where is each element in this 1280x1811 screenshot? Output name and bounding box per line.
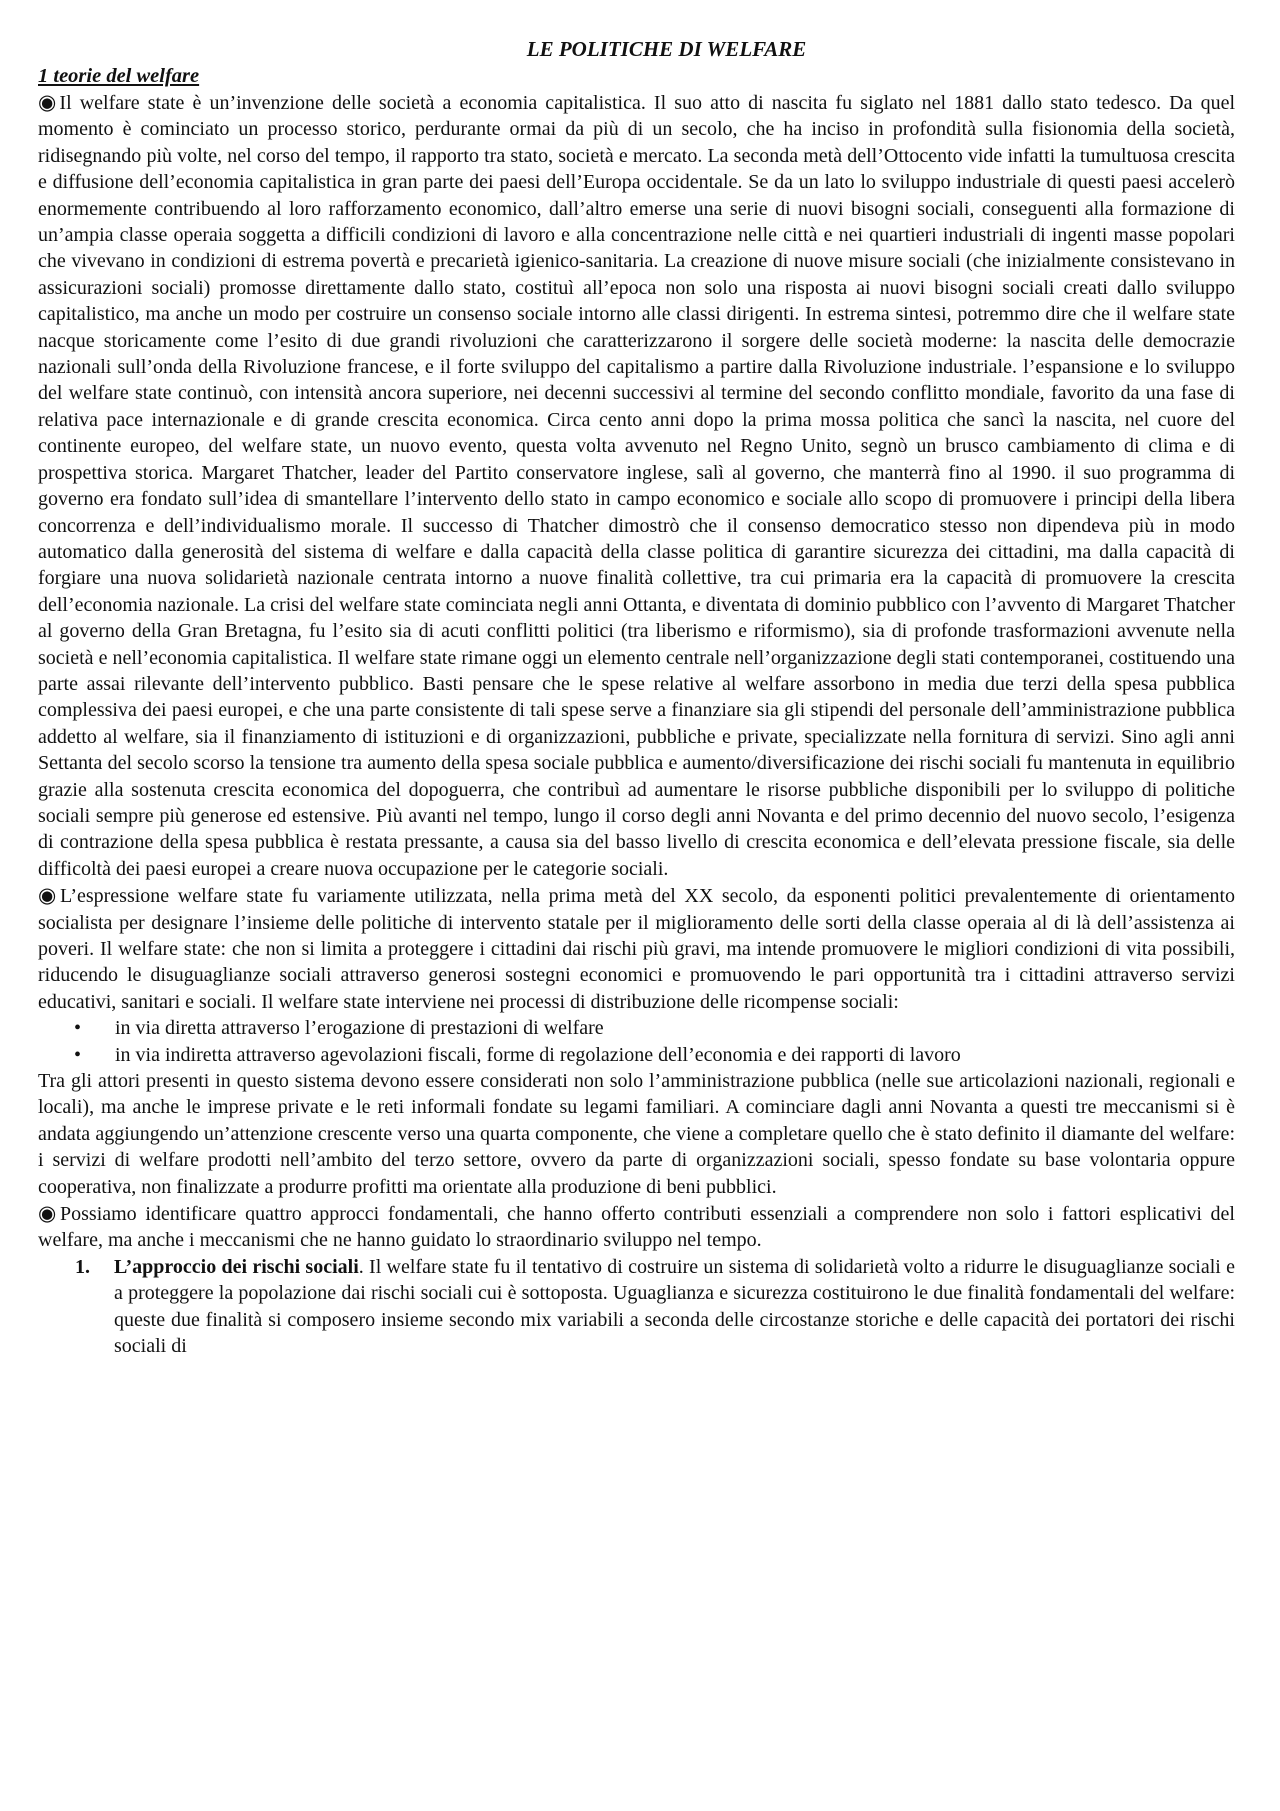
section-heading: 1 teorie del welfare [38,65,200,87]
document-page [38,36,1235,1360]
list-item [38,1042,1235,1068]
radio-bullet-icon: ◉ [38,1201,60,1226]
paragraph-1 [38,89,1235,882]
approach-number: 1. [75,1255,90,1278]
bullet-dot-icon: • [74,1017,82,1040]
list-item-text: in via diretta attraverso l’erogazione di prestazioni di welfare [115,1017,604,1040]
approach-text: . Il welfare state fu il tentativo di costruire un sistema di solidarietà volto a ridurre le disuguaglianze sociali e a proteggere la popolazione dai rischi sociali cui è sottoposta. Uguaglianza e sicurezza costituirono le due finalità fondamentali del welfare: queste due finalità si composero insieme secondo mix variabili a seconda delle circostanze storiche e delle capacità dei portatori dei rischi sociali di [114,1255,1235,1358]
paragraph-3: Tra gli attori presenti in questo sistema devono essere considerati non solo l’amministrazione pubblica (nelle sue articolazioni nazionali, regionali e locali), ma anche le imprese private e le reti informali fondate su legami familiari. A cominciare dagli anni Novanta a questi tre meccanismi si è andata aggiungendo un’attenzione crescente verso una quarta componente, che viene a completare quello che è stato definito il diamante del welfare: i servizi di welfare prodotti nell’ambito del terzo settore, ovvero da parte di organizzazioni sociali, spesso fondate su base volontaria oppure cooperativa, non finalizzate a produrre profitti ma orientate alla produzione di beni pubblici. [38,1070,1235,1198]
paragraph-4 [38,1200,1235,1254]
list-item-text: in via indiretta attraverso agevolazioni fiscali, forme di regolazione dell’economia e dei rapporti di lavoro [115,1043,961,1066]
approach-item [38,1254,1235,1360]
paragraph-2 [38,882,1235,1015]
distribution-list [38,1015,1235,1068]
paragraph-1-text: Il welfare state è un’invenzione delle società a economia capitalistica. Il suo atto di nascita fu siglato nel 1881 dallo stato tedesco. Da quel momento è cominciato un processo storico, perdurante ormai da più di un secolo, che ha inciso in profondità sulla fisionomia della società, ridisegnando più volte, nel corso del tempo, il rapporto tra stato, società e mercato. La seconda metà dell’Ottocento vide infatti la tumultuosa crescita e diffusione dell’economia capitalistica in gran parte dei paesi dell’Europa occidentale. Se da un lato lo sviluppo industriale di questi paesi accelerò enormemente contribuendo al loro rafforzamento economico, dall’altro emerse una serie di nuovi bisogni sociali, conseguenti alla formazione di un’ampia classe operaia soggetta a difficili condizioni di lavoro e alla concentrazione nelle città e nei quartieri industriali di ingenti masse popolari che vivevano in condizioni di estrema povertà e precarietà igienico-sanitaria. La creazione di nuove misure sociali (che inizialmente consistevano in assicurazioni sociali) promosse direttamente dallo stato, costituì all’epoca non solo una risposta ai nuovi bisogni sociali creati dallo sviluppo capitalistico, ma anche un modo per costruire un consenso sociale intorno alle classi dirigenti. In estrema sintesi, potremmo dire che il welfare state nacque storicamente come l’esito di due grandi rivoluzioni che caratterizzarono il sorgere delle società moderne: la nascita delle democrazie nazionali sull’onda della Rivoluzione francese, e il forte sviluppo del capitalismo a partire dalla Rivoluzione industriale. l’espansione e lo sviluppo del welfare state continuò, con intensità ancora superiore, nei decenni successivi al termine del secondo conflitto mondiale, favorito da una fase di relativa pace internazionale e di grande crescita economica. Circa cento anni dopo la prima mossa politica che sancì la nascita, nel cuore del continente europeo, del welfare state, un nuovo evento, questa volta avvenuto nel Regno Unito, segnò un brusco cambiamento di clima e di prospettiva storica. Margaret Thatcher, leader del Partito conservatore inglese, salì al governo, che manterrà fino al 1990. il suo programma di governo era fondato sull’idea di smantellare l’intervento dello stato in campo economico e sociale allo scopo di promuovere i principi della libera concorrenza e dell’individualismo morale. Il successo di Thatcher dimostrò che il consenso democratico stesso non dipendeva più in modo automatico dalla generosità del sistema di welfare e dalla capacità della classe politica di garantire sicurezza dei cittadini, ma dalla capacità di forgiare una nuova solidarietà nazionale centrata intorno a nuove finalità collettive, tra cui primaria era la capacità di promuovere la crescita dell’economia nazionale. La crisi del welfare state cominciata negli anni Ottanta, e diventata di dominio pubblico con l’avvento di Margaret Thatcher al governo della Gran Bretagna, fu l’esito sia di acuti conflitti politici (tra liberismo e riformismo), sia di profonde trasformazioni avvenute nella società e nell’economia capitalistica. Il welfare state rimane oggi un elemento centrale nell’organizzazione degli stati contemporanei, costituendo una parte assai rilevante dell’intervento pubblico. Basti pensare che le spese relative al welfare assorbono in media due terzi della spesa pubblica complessiva dei paesi europei, e che una parte consistente di tali spese serve a finanziare sia gli stipendi del personale dell’amministrazione pubblica addetto al welfare, sia il finanziamento di istituzioni e di organizzazioni, pubbliche e private, specializzate nella fornitura di servizi. Sino agli anni Settanta del secolo scorso la tensione tra aumento della spesa sociale pubblica e aumento/diversificazione dei rischi sociali fu mantenuta in equilibrio grazie alla sostenuta crescita economica del dopoguerra, che contribuì ad aumentare le risorse pubbliche disponibili per lo sviluppo di politiche sociali sempre più generose ed estensive. Più avanti nel tempo, lungo il corso degli anni Novanta e del primo decennio del nuovo secolo, l’esigenza di contrazione della spesa pubblica è restata pressante, a causa sia del basso livello di crescita economica e dell’elevata pressione fiscale, sia delle difficoltà dei paesi europei a creare nuova occupazione per le categorie sociali. [38,92,1236,880]
paragraph-4-text: Possiamo identificare quattro approcci fondamentali, che hanno offerto contributi essenziali a comprendere non solo i fattori esplicativi del welfare, ma anche i meccanismi che ne hanno guidato lo straordinario sviluppo nel tempo. [38,1203,1235,1252]
paragraph-2-text: L’espressione welfare state fu variamente utilizzata, nella prima metà del XX secolo, da esponenti politici prevalentemente di orientamento socialista per designare l’insieme delle politiche di intervento statale per il miglioramento delle sorti della classe operaia al di là dell’assistenza ai poveri. Il welfare state: che non si limita a proteggere i cittadini dai rischi più gravi, ma intende promuovere le migliori condizioni di vita possibili, riducendo le disuguaglianze sociali attraverso generosi sostegni economici e promuovendo le pari opportunità tra i cittadini attraverso servizi educativi, sanitari e sociali. Il welfare state interviene nei processi di distribuzione delle ricompense sociali: [38,885,1236,1013]
bullet-dot-icon: • [74,1043,82,1066]
radio-bullet-icon: ◉ [38,90,60,114]
radio-bullet-icon: ◉ [38,883,60,908]
document-title: LE POLITICHE DI WELFARE [526,37,807,61]
approach-heading: L’approccio dei rischi sociali [114,1255,359,1278]
list-item [38,1015,1235,1041]
approaches-list [38,1254,1235,1360]
